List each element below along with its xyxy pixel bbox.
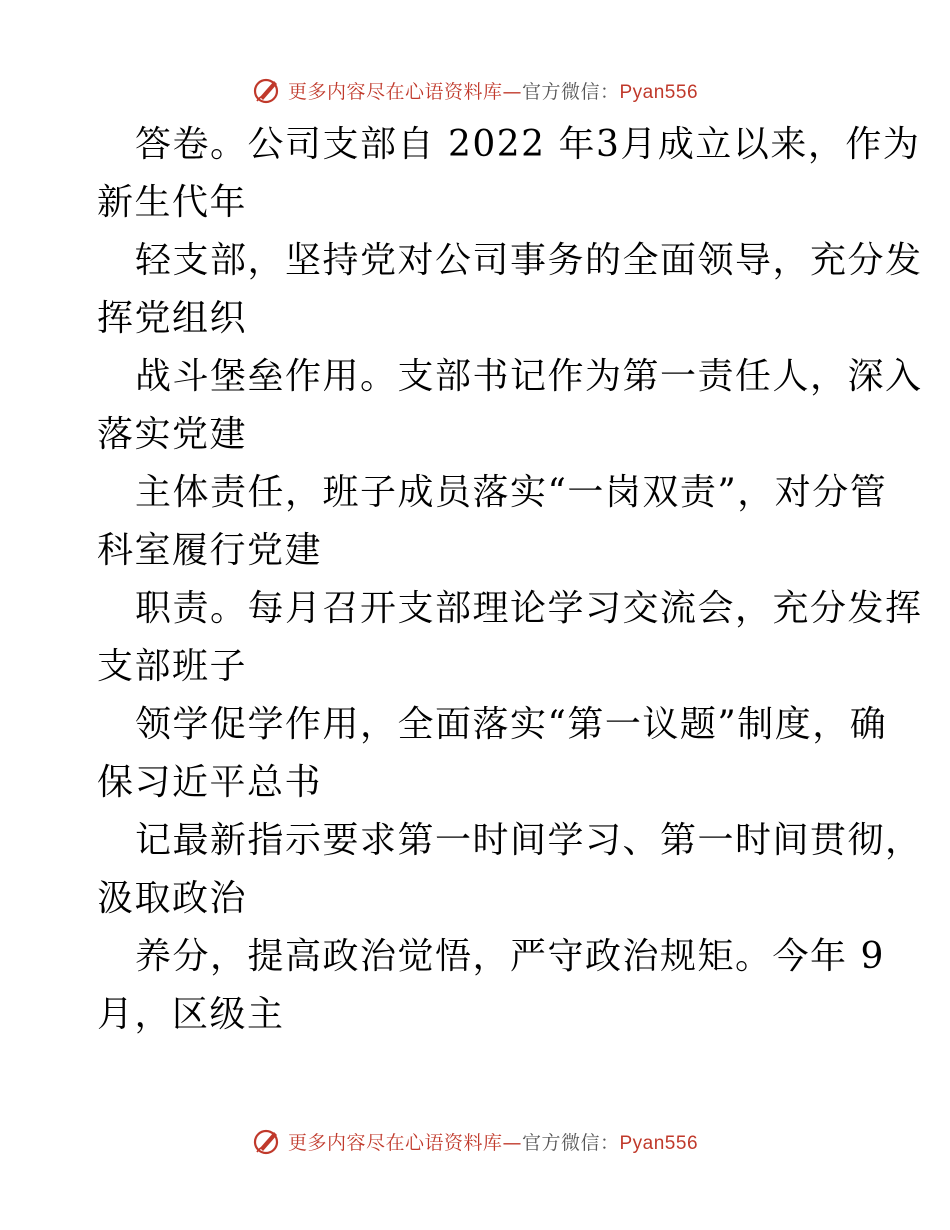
pen-logo-icon xyxy=(252,75,282,105)
paragraph-line: 答卷。公司支部自 2022 年3月成立以来，作为 新生代年 xyxy=(97,124,921,223)
paragraph-line: 主体责任，班子成员落实“一岗双责”，对分管 科室履行党建 xyxy=(97,472,888,571)
watermark-text: 更多内容尽在心语资料库—官方微信：Pyan556 xyxy=(287,1131,699,1154)
paragraph-line: 轻支部，坚持党对公司事务的全面领导，充分发 挥党组织 xyxy=(97,240,923,339)
pen-logo-icon xyxy=(252,1126,282,1156)
paragraph-line: 养分，提高政治觉悟，严守政治规矩。今年 9 月，区级主 xyxy=(97,936,885,1035)
watermark-header xyxy=(0,70,950,110)
paragraph-line: 职责。每月召开支部理论学习交流会，充分发挥 支部班子 xyxy=(97,588,923,687)
paragraph-line: 战斗堡垒作用。支部书记作为第一责任人，深入 落实党建 xyxy=(97,356,923,455)
paragraph-line: 记最新指示要求第一时间学习、第一时间贯彻， 汲取政治 xyxy=(97,820,923,919)
paragraph-line: 领学促学作用，全面落实“第一议题”制度，确 保习近平总书 xyxy=(97,704,888,803)
document-body xyxy=(97,116,923,1044)
watermark-text: 更多内容尽在心语资料库—官方微信：Pyan556 xyxy=(287,80,699,103)
watermark-footer xyxy=(0,1121,950,1161)
